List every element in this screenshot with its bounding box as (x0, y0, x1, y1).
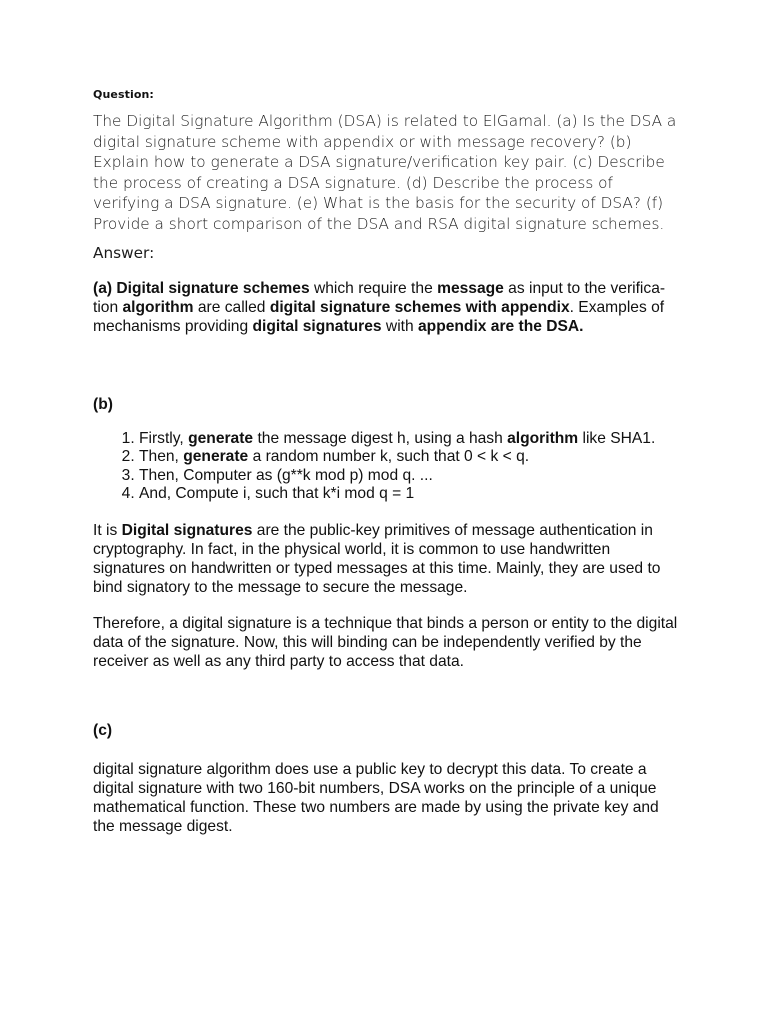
document-page (93, 88, 683, 836)
part-a-span-8: . Examples of mechanisms providing (93, 298, 665, 335)
part-b-steps-list (93, 430, 683, 504)
step-2-text-c: a random number k, such that 0 < k < q. (248, 448, 530, 466)
part-a-span-7: digital signature schemes with appendix (269, 298, 570, 316)
step-1-bold-generate: generate (188, 429, 254, 447)
part-a-span-4: as input to the verifica- tion (93, 279, 666, 316)
para1-text-c: are the public-key primitives of message authentication in cryptography. In fact, in the physical world, it is common to use handwritten signatures on handwritten or typed messages at this time. Mainly, they are used to bind signatory to the message to secure the message. (93, 521, 661, 596)
part-a-span-11: appendix are the DSA. (418, 317, 584, 335)
part-a-span-9: digital signatures (252, 317, 382, 335)
step-item-3 (139, 467, 683, 486)
part-a-span-5: algorithm (122, 298, 194, 316)
step-2-bold-generate: generate (183, 448, 249, 466)
part-a-paragraph (93, 279, 683, 336)
part-a-span-10: with (381, 317, 418, 335)
part-a-span-6: are called (193, 298, 270, 316)
step-item-1 (139, 430, 683, 449)
step-4-text: And, Compute i, such that k*i mod q = 1 (139, 485, 415, 503)
answer-label: Answer: (93, 243, 155, 262)
part-a-span-2: which require the (309, 279, 438, 297)
step-3-text: Then, Computer as (g**k mod p) mod q. ... (139, 466, 433, 484)
step-1-text-a: Firstly, (139, 429, 189, 447)
part-a-span-3: message (437, 279, 504, 297)
step-1-bold-algorithm: algorithm (507, 429, 579, 447)
question-label: Question: (93, 88, 154, 101)
part-b-heading: (b) (93, 395, 113, 413)
question-text: The Digital Signature Algorithm (DSA) is related to ElGamal. (a) Is the DSA a digital signature scheme with appendix or with message recovery? (b) Explain how to generate a DSA signature/verification key pair. (c) Describe the process of creating a DSA signature. (d) Describe the process of verifying a DSA signature. (e) What is the basis for the security of DSA? (f) Provide a short comparison of the DSA and RSA digital signature schemes. (93, 112, 677, 233)
para1-bold-digital-signatures: Digital signatures (121, 521, 253, 539)
para1-text-a: It is (93, 521, 122, 539)
part-c-heading: (c) (93, 721, 113, 739)
step-1-text-e: like SHA1. (578, 429, 656, 447)
step-item-4 (139, 485, 683, 504)
part-b-paragraph-1 (93, 521, 683, 597)
step-2-text-a: Then, (139, 448, 184, 466)
step-1-text-c: the message digest h, using a hash (253, 429, 508, 447)
part-b-paragraph-2: Therefore, a digital signature is a technique that binds a person or entity to the digital data of the signature. Now, this will binding can be independently verified by the receiver as well as any third party to access that data. (93, 614, 678, 670)
part-a-span-1: (a) Digital signature schemes (93, 279, 310, 297)
part-c-paragraph: digital signature algorithm does use a public key to decrypt this data. To create a digital signature with two 160-bit numbers, DSA works on the principle of a unique mathematical function. These two numbers are made by using the private key and the message digest. (93, 760, 659, 835)
step-item-2 (139, 448, 683, 467)
